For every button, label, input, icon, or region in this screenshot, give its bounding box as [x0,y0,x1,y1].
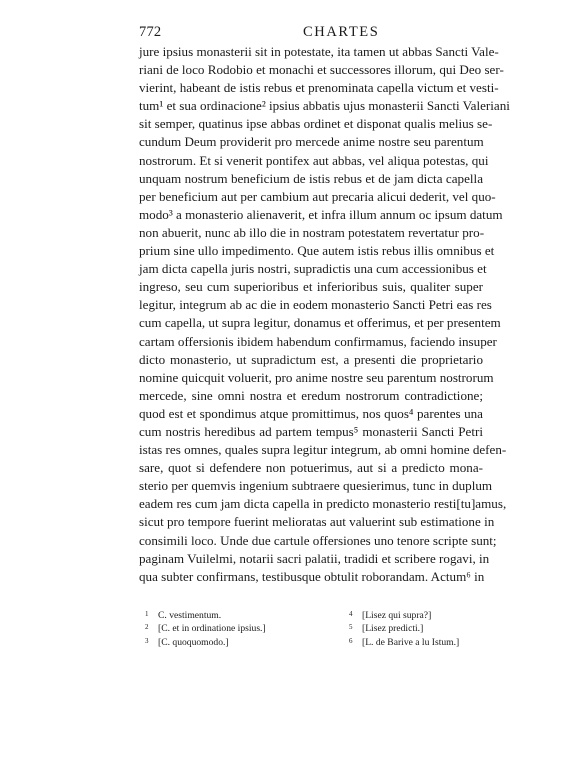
text-line: modo³ a monasterio alienaverit, et infra illum annum oc ipsum datum [139,206,503,222]
footnote [349,636,459,649]
text-line: sare, quot si defendere non potuerimus, aut si a predicto mona- [139,460,483,476]
text-line: non abuerit, nunc ab illo die in nostram potestatem revertatur pro- [139,224,485,240]
text-line: sit semper, quatinus ipse abbas ordinet et disponat qualis melius se- [139,116,493,132]
text-line: cartam offersionis ibidem habendum confirmamus, faciendo insuper [139,333,497,349]
footnote [145,609,266,622]
text-line: dicto monasterio, ut supradictum est, a presenti die proprietario [139,351,483,367]
text-line: jure ipsius monasterii sit in potestate, ita tamen ut abbas Sancti Vale- [139,44,499,59]
footnote [145,622,266,635]
text-line: unquam nostrum beneficium de istis rebus et de jam dicta capella [139,170,483,186]
text-line: tum¹ et sua ordinacione² ipsius abbatis ujus monasterii Sancti Valeriani [139,98,510,114]
footnote-text: [C. quoquomodo.] [158,636,229,648]
text-line: per beneficium aut per cambium aut precaria alicui dederit, vel quo- [139,188,496,204]
text-line: qua subter confirmans, testibusque obtulit roborandam. Actum⁶ in [139,568,485,584]
footnote-text: [Lisez predicti.] [362,623,424,635]
footnote-mark: 5 [349,623,353,632]
text-line: cundum Deum providerit pro mercede anime nostre seu parentum [139,134,484,150]
text-line: quod est et spondimus atque promittimus, nos quos⁴ parentes una [139,405,483,421]
footnote-mark: 6 [349,636,353,645]
text-line: cum nostris heredibus ad partem tempus⁵ monasterii Sancti Petri [139,423,483,439]
text-line: prium sine ullo impedimento. Que autem istis rebus illis omnibus et [139,243,495,259]
page-number: 772 [139,24,162,40]
text-line: vierint, habeant de istis rebus et prenominata capella victum et vesti- [139,80,499,96]
footnote-mark: 2 [145,623,149,632]
text-line: eadem res cum jam dicta capella in predicto monasterio resti[tu]amus, [139,496,507,512]
footnote-text: [C. et in ordinatione ipsius.] [158,623,266,635]
text-line: riani de loco Rodobio et monachi et successores illorum, qui Deo ser- [139,62,504,78]
text-line: consimili loco. Unde due cartule offersiones uno tenore scripte sunt; [139,532,497,548]
footnote [145,636,266,649]
text-line: istas res omnes, quales supra legitur integrum, ab omni homine defen- [139,442,507,458]
footnote-text: C. vestimentum. [158,610,222,621]
charter-text [139,43,510,586]
footnote-mark: 1 [145,610,149,618]
text-line: paginam Vuilelmi, notarii sacri palatii, tradidi et scribere rogavi, in [139,550,490,566]
text-line: sicut pro tempore fuerint melioratas aut valuerint sub estimatione in [139,514,495,530]
footnote-text: [L. de Barive a lu Istum.] [362,636,460,648]
footnote-mark: 3 [145,636,149,645]
footnote [349,609,459,622]
footnotes-right-column [349,609,459,649]
text-line: jam dicta capella juris nostri, supradictis una cum accessionibus et [139,261,487,277]
footnote [349,622,459,635]
footnotes-left-column [145,609,266,649]
footnote-text: [Lisez qui supra?] [362,610,432,621]
text-line: cum capella, ut supra legitur, donamus et offerimus, et per presentem [139,315,501,331]
text-line: ingreso, seu cum superioribus et inferioribus suis, qualiter super [139,279,483,295]
footnote-mark: 4 [349,610,353,618]
text-line: legitur, integrum ab ac die in eodem monasterio Sancti Petri eas res [139,297,492,313]
text-line: mercede, sine omni nostra et eredum nostrorum contradictione; [139,387,483,403]
running-head: CHARTES [303,24,380,40]
text-line: nomine quicquit voluerit, pro anime nostre seu parentum nostrorum [139,369,494,385]
text-line: nostrorum. Et si venerit pontifex aut abbas, vel aliqua potestas, qui [139,152,489,168]
text-line: sterio per quemvis ingenium subtraere quesierimus, tunc in duplum [139,478,493,494]
